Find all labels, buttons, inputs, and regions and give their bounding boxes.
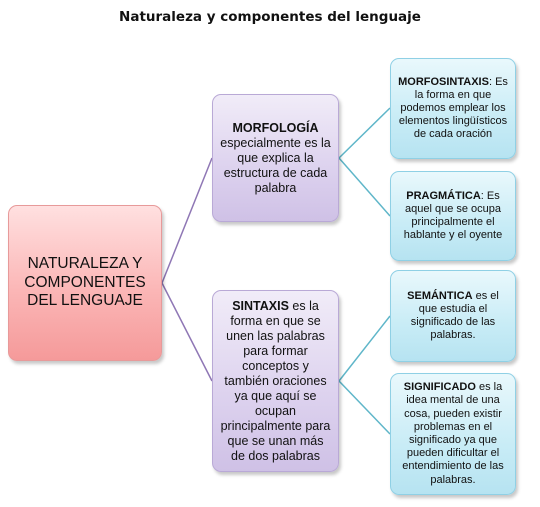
connector-morfologia-morfosintaxis xyxy=(339,108,390,158)
connector-sintaxis-significado xyxy=(339,381,390,434)
leaf-node-pragmatica xyxy=(390,171,516,261)
connector-morfologia-pragmatica xyxy=(339,158,390,216)
leaf-text-semantica: es el que estudia el significado de las palabras. xyxy=(410,289,499,342)
branch-term-morfologia: MORFOLOGÍA xyxy=(232,120,319,135)
leaf-node-morfosintaxis xyxy=(390,58,516,159)
leaf-term-pragmatica: PRAGMÁTICA xyxy=(406,189,481,202)
root-node-label: NATURALEZA Y COMPONENTES DEL LENGUAJE xyxy=(24,255,146,310)
branch-node-morfologia xyxy=(212,94,339,222)
leaf-text-significado: es la idea mental de una cosa, pueden existir problemas en el significado ya que pueden dificultar el entendimiento de las palabras. xyxy=(402,381,504,486)
connector-sintaxis-semantica xyxy=(339,316,390,381)
branch-node-sintaxis xyxy=(212,290,339,472)
connector-root-sintaxis xyxy=(162,283,212,381)
leaf-text-morfosintaxis: : Es la forma en que podemos emplear los elementos lingüísticos de cada oración xyxy=(398,75,508,141)
branch-term-sintaxis: SINTAXIS xyxy=(232,298,289,313)
leaf-text-pragmatica: : Es aquel que se ocupa principalmente el hablante y el oyente xyxy=(403,189,503,242)
leaf-node-significado xyxy=(390,373,516,495)
branch-text-morfologia: especialmente es la que explica la estructura de cada palabra xyxy=(220,135,331,195)
leaf-term-significado: SIGNIFICADO xyxy=(403,381,476,394)
connector-root-morfologia xyxy=(162,158,212,283)
leaf-node-semantica xyxy=(390,270,516,362)
branch-text-sintaxis: es la forma en que se unen las palabras para formar conceptos y también oraciones ya que aquí se ocupan principalmente para que se unan más de dos palabras xyxy=(220,298,331,463)
leaf-term-morfosintaxis: MORFOSINTAXIS xyxy=(398,75,489,88)
leaf-term-semantica: SEMÁNTICA xyxy=(407,289,473,302)
diagram-title: Naturaleza y componentes del lenguaje xyxy=(119,9,421,25)
root-node xyxy=(8,205,162,361)
